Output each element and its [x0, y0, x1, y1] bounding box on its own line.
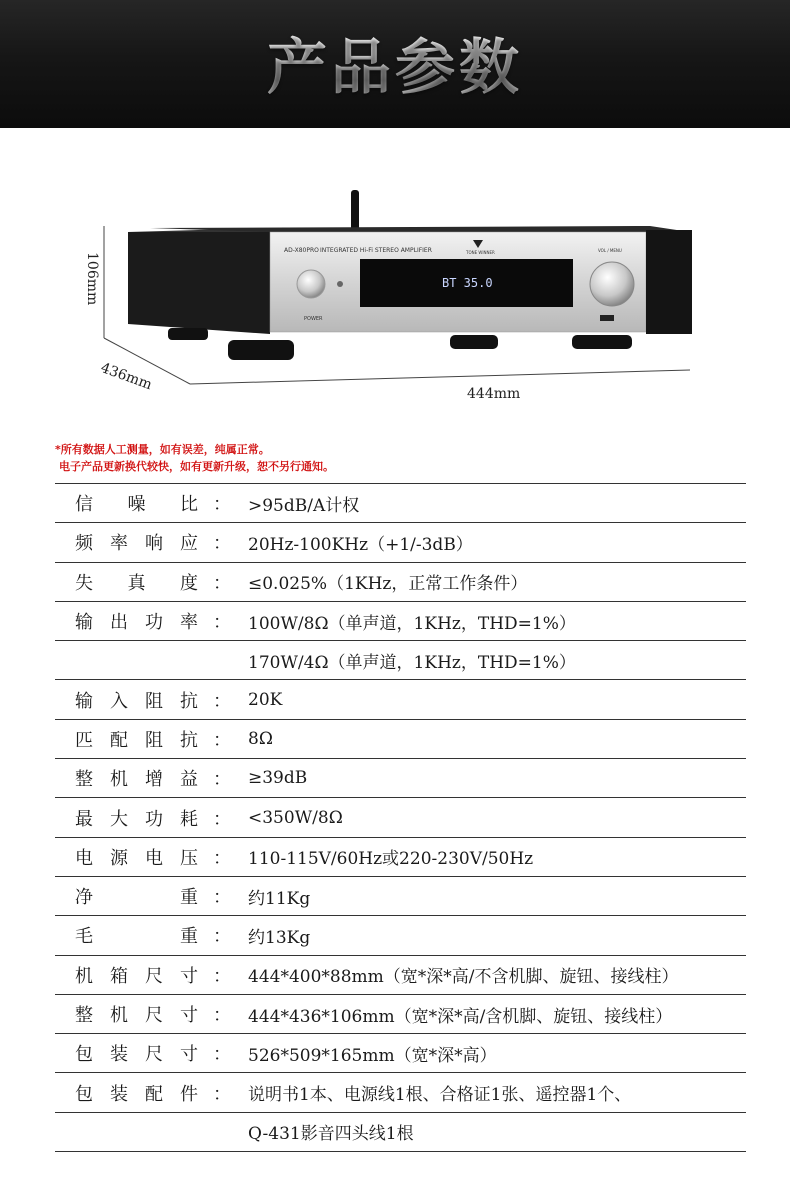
spec-label-char: 电 [145, 847, 163, 869]
spec-label [75, 922, 198, 948]
spec-value: 约13Kg [248, 927, 311, 948]
depth-dimension: 436mm [98, 360, 155, 394]
spec-label-char: 净 [75, 887, 93, 909]
spec-label-char: 耗 [180, 808, 198, 830]
spec-colon: ： [213, 494, 231, 516]
spec-row [55, 563, 746, 602]
header-banner [0, 0, 790, 128]
spec-label-char: 增 [145, 769, 163, 791]
panel-knob-label: VOL / MENU [598, 248, 622, 253]
spec-label-char: 阻 [145, 729, 163, 751]
spec-label-char: 寸 [180, 1044, 198, 1066]
spec-label-char: 大 [110, 808, 128, 830]
spec-label [75, 1040, 198, 1066]
spec-value: <350W/8Ω [248, 807, 343, 828]
spec-label [75, 1080, 198, 1106]
spec-label-char: 毛 [75, 926, 93, 948]
spec-label-char: 比 [180, 494, 198, 516]
spec-label-char: 寸 [180, 965, 198, 987]
spec-label-char: 功 [145, 612, 163, 634]
spec-label-char: 重 [180, 926, 198, 948]
spec-label-char: 寸 [180, 1005, 198, 1026]
panel-power-label: POWER [304, 316, 323, 322]
spec-row [55, 1034, 746, 1073]
spec-row [55, 720, 746, 759]
spec-label-char: 输 [75, 612, 93, 634]
spec-label-char: 度 [180, 572, 198, 594]
spec-colon: ： [213, 965, 231, 987]
spec-label [75, 883, 198, 909]
spec-label-char: 包 [75, 1083, 93, 1105]
spec-label-char: 源 [110, 847, 128, 869]
spec-label [75, 687, 198, 713]
spec-colon: ： [213, 769, 231, 791]
spec-value: 8Ω [248, 728, 273, 749]
spec-label-char: 尺 [145, 1044, 163, 1066]
spec-label-char: 包 [75, 1044, 93, 1066]
spec-label-char: 电 [75, 847, 93, 869]
spec-colon: ： [213, 533, 231, 555]
spec-value: 110-115V/60Hz或220-230V/50Hz [248, 849, 534, 870]
panel-brand: TONE WINNER [466, 250, 495, 255]
spec-label-char: 尺 [145, 1005, 163, 1026]
spec-row [55, 484, 746, 523]
spec-label-char: 配 [110, 729, 128, 751]
spec-label-char: 噪 [127, 494, 146, 516]
spec-label-char: 箱 [110, 965, 128, 987]
spec-value: 170W/4Ω（单声道，1KHz，THD=1%） [248, 652, 576, 673]
spec-label-char: 最 [75, 808, 93, 830]
spec-label-char: 响 [145, 533, 163, 555]
disclaimer-notes [55, 441, 755, 475]
panel-display: BT 35.0 [442, 276, 493, 290]
spec-colon: ： [213, 808, 231, 830]
spec-colon: ： [213, 1005, 231, 1026]
spec-row [55, 523, 746, 562]
spec-value: >95dB/A计权 [248, 495, 360, 516]
spec-label [75, 490, 198, 516]
spec-label-char: 失 [75, 572, 93, 594]
spec-colon: ： [213, 847, 231, 869]
spec-label-char: 机 [110, 769, 128, 791]
spec-label-char: 应 [180, 533, 198, 555]
spec-label-char: 压 [180, 847, 198, 869]
spec-label-char: 率 [180, 612, 198, 634]
spec-label-char: 装 [110, 1083, 128, 1105]
spec-label-char: 配 [145, 1083, 163, 1105]
spec-table [55, 483, 746, 1152]
panel-subtitle: INTEGRATED Hi-Fi STEREO AMPLIFIER [320, 247, 432, 254]
spec-label-char: 率 [110, 533, 128, 555]
spec-label-char: 装 [110, 1044, 128, 1066]
spec-row [55, 641, 746, 680]
spec-label-char: 频 [75, 533, 93, 555]
spec-row [55, 1073, 746, 1112]
spec-label-char: 出 [110, 612, 128, 634]
spec-label-char: 信 [75, 494, 93, 516]
spec-label [75, 805, 198, 831]
spec-label-char: 机 [75, 965, 93, 987]
spec-label [75, 529, 198, 555]
spec-label-char: 抗 [180, 690, 198, 712]
spec-label-char: 抗 [180, 729, 198, 751]
spec-value: 444*400*88mm（宽*深*高/不含机脚、旋钮、接线柱） [248, 967, 679, 988]
spec-row [55, 759, 746, 798]
spec-colon: ： [213, 729, 231, 751]
spec-label-char: 真 [127, 572, 146, 594]
panel-model: AD-X80PRO [284, 247, 319, 254]
spec-row [55, 877, 746, 916]
height-dimension: 106mm [84, 252, 100, 306]
spec-label [75, 1001, 198, 1027]
spec-value: 526*509*165mm（宽*深*高） [248, 1045, 497, 1066]
note-update: 电子产品更新换代较快，如有更新升级，恕不另行通知。 [59, 460, 334, 473]
spec-value: 100W/8Ω（单声道，1KHz，THD=1%） [248, 613, 576, 634]
product-illustration [0, 128, 790, 438]
spec-colon: ： [213, 690, 231, 712]
spec-label-char: 匹 [75, 729, 93, 751]
spec-value: 444*436*106mm（宽*深*高/含机脚、旋钮、接线柱） [248, 1006, 673, 1027]
spec-colon: ： [213, 1083, 231, 1105]
spec-label [75, 844, 198, 870]
spec-label-char: 整 [75, 769, 93, 791]
spec-label-char: 重 [180, 887, 198, 909]
spec-row [55, 956, 746, 995]
spec-label [75, 765, 198, 791]
spec-value: 20Hz-100KHz（+1/-3dB） [248, 534, 473, 555]
spec-value: 约11Kg [248, 888, 311, 909]
spec-value: Q-431影音四头线1根 [248, 1124, 414, 1145]
spec-label-char: 功 [145, 808, 163, 830]
spec-label-char: 输 [75, 690, 93, 712]
note-measurement: *所有数据人工测量，如有误差，纯属正常。 [55, 443, 270, 456]
width-dimension: 444mm [467, 386, 521, 402]
spec-colon: ： [213, 1044, 231, 1066]
spec-label-char: 尺 [145, 965, 163, 987]
spec-value: 说明书1本、电源线1根、合格证1张、遥控器1个、 [248, 1085, 632, 1106]
spec-label-char: 件 [180, 1083, 198, 1105]
page-title: 产品参数 [0, 20, 790, 106]
spec-label-char: 益 [180, 769, 198, 791]
spec-label [75, 726, 198, 752]
spec-value: 20K [248, 689, 283, 710]
spec-colon: ： [213, 612, 231, 634]
spec-row [55, 602, 746, 641]
spec-row [55, 995, 746, 1034]
amplifier-image [0, 128, 790, 438]
spec-colon: ： [213, 887, 231, 909]
spec-label-char: 整 [75, 1005, 93, 1026]
spec-value: ≤0.025%（1KHz，正常工作条件） [248, 574, 528, 595]
spec-row [55, 680, 746, 719]
spec-label [75, 569, 198, 595]
spec-label [75, 608, 198, 634]
spec-row [55, 916, 746, 955]
spec-row [55, 798, 746, 837]
spec-label-char: 机 [110, 1005, 128, 1026]
spec-label-char: 入 [110, 690, 128, 712]
spec-colon: ： [213, 926, 231, 948]
spec-row [55, 838, 746, 877]
spec-row [55, 1113, 746, 1152]
spec-label [75, 962, 198, 988]
spec-colon: ： [213, 572, 231, 594]
spec-value: ≥39dB [248, 768, 308, 789]
spec-label-char: 阻 [145, 690, 163, 712]
